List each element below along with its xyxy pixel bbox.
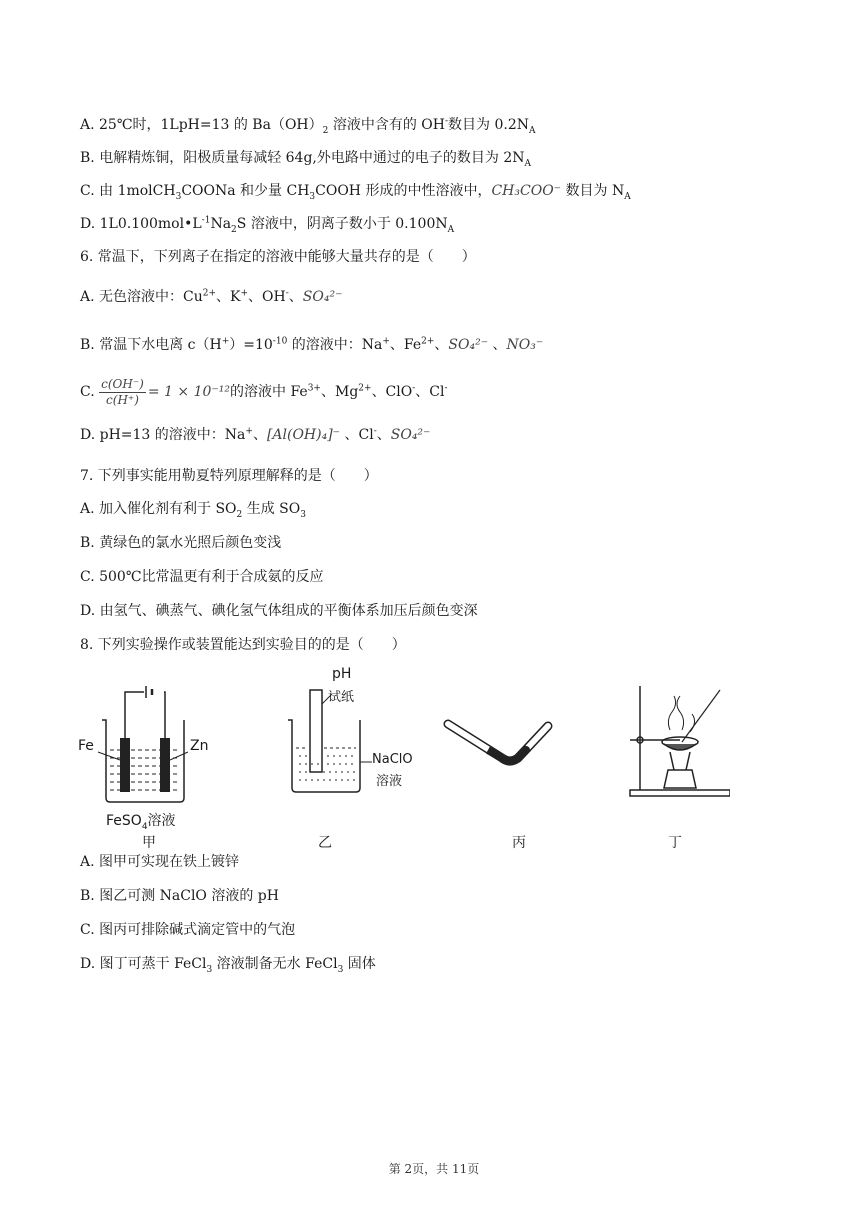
naclo-solution-label: 溶液 <box>376 774 403 789</box>
q6-stem: 6. 常温下，下列离子在指定的溶液中能够大量共存的是（ ） <box>80 249 476 265</box>
caption-ding: 丁 <box>668 835 682 851</box>
caption-jia: 甲 <box>142 835 156 851</box>
q5-option-c: C. 由 1molCH$_3$COONa 和少量 $CH_3COOH$ 形成的中性溶液中，CH₃COO⁻ 数目为 $N_A$ <box>80 183 631 202</box>
zn-label: Zn <box>190 738 209 754</box>
q6-option-c: C. $\frac{c(OH^-)}{c(H^+)}$ = 1 × 10⁻¹²的溶液中 $Fe^{3+}$、$Mg^{2+}$、ClO-、Cl- <box>80 376 448 407</box>
sulfate-formula: SO₄²⁻ <box>302 289 343 305</box>
test-paper-label: 试纸 <box>328 690 355 705</box>
fe-electrode <box>120 738 130 792</box>
naclo-label: NaClO <box>372 752 413 767</box>
q5-option-b: B. 电解精炼铜，阳极质量每减轻 64g,外电路中通过的电子的数目为 $2N_A$ <box>80 150 531 169</box>
feso4-label: FeSO$_4$溶液 <box>106 813 176 832</box>
caption-yi: 乙 <box>318 835 332 851</box>
zn-electrode <box>160 738 170 792</box>
q6-option-a: A. 无色溶液中：$Cu^{2+}$、K+、OH-、SO₄²⁻ <box>80 288 343 305</box>
q8-option-b: B. 图乙可测 NaClO 溶液的 pH <box>80 888 279 904</box>
evaporation-stand <box>630 686 730 796</box>
q8-option-c: C. 图丙可排除碱式滴定管中的气泡 <box>80 922 296 938</box>
ph-test-beaker <box>288 690 372 792</box>
naclo-solution-dots <box>299 755 355 781</box>
caption-bing: 丙 <box>512 835 526 851</box>
sulfate-formula: SO₄²⁻ <box>390 427 431 443</box>
q7-option-a: A. 加入催化剂有利于 $SO_2$ 生成 $SO_3$ <box>80 501 306 520</box>
q8-apparatus-figure <box>70 660 730 850</box>
bent-burette-tube <box>448 724 548 761</box>
q5-option-a: A. 25℃时，1LpH=13 的 $Ba(OH)_2$ 溶液中含有的 OH-数目为 $0.2N_A$ <box>80 116 536 136</box>
q6-option-b: B. 常温下水电离 $c(H^+)=10^{-10}$ 的溶液中：Na+、$Fe^{2+}$、SO₄²⁻ 、NO₃⁻ <box>80 336 544 353</box>
nitrate-formula: NO₃⁻ <box>506 337 544 353</box>
aluminate-formula: [Al(OH)₄]⁻ <box>266 427 341 443</box>
q7-option-d: D. 由氢气、碘蒸气、碘化氢气体组成的平衡体系加压后颜色变深 <box>80 603 478 619</box>
sulfate-formula: SO₄²⁻ <box>448 337 489 353</box>
electroplating-cell <box>102 686 184 802</box>
q6-option-d: D. pH=13 的溶液中：Na+、[Al(OH)₄]⁻ 、Cl-、SO₄²⁻ <box>80 426 431 443</box>
ph-label: pH <box>332 666 352 682</box>
q8-option-d: D. 图丁可蒸干 FeCl$_3$ 溶液制备无水 FeCl$_3$ 固体 <box>80 956 376 975</box>
fe-label: Fe <box>78 738 94 754</box>
q8-option-a: A. 图甲可实现在铁上镀锌 <box>80 854 240 870</box>
q5-option-d: D. $1L0.100mol•L^{-1}Na_2S$ 溶液中，阴离子数小于 $0.100N_A$ <box>80 215 455 235</box>
acetate-formula: CH₃COO⁻ <box>491 183 562 199</box>
q8-stem: 8. 下列实验操作或装置能达到实验目的的是（ ） <box>80 637 406 653</box>
page-footer: 第 2页，共 11页 <box>388 1162 480 1176</box>
concentration-ratio: $\frac{c(OH^-)}{c(H^+)}$ <box>101 376 144 407</box>
q7-option-b: B. 黄绿色的氯水光照后颜色变浅 <box>80 535 282 551</box>
q7-stem: 7. 下列事实能用勒夏特列原理解释的是（ ） <box>80 468 378 484</box>
q7-option-c: C. 500℃比常温更有利于合成氨的反应 <box>80 569 324 585</box>
